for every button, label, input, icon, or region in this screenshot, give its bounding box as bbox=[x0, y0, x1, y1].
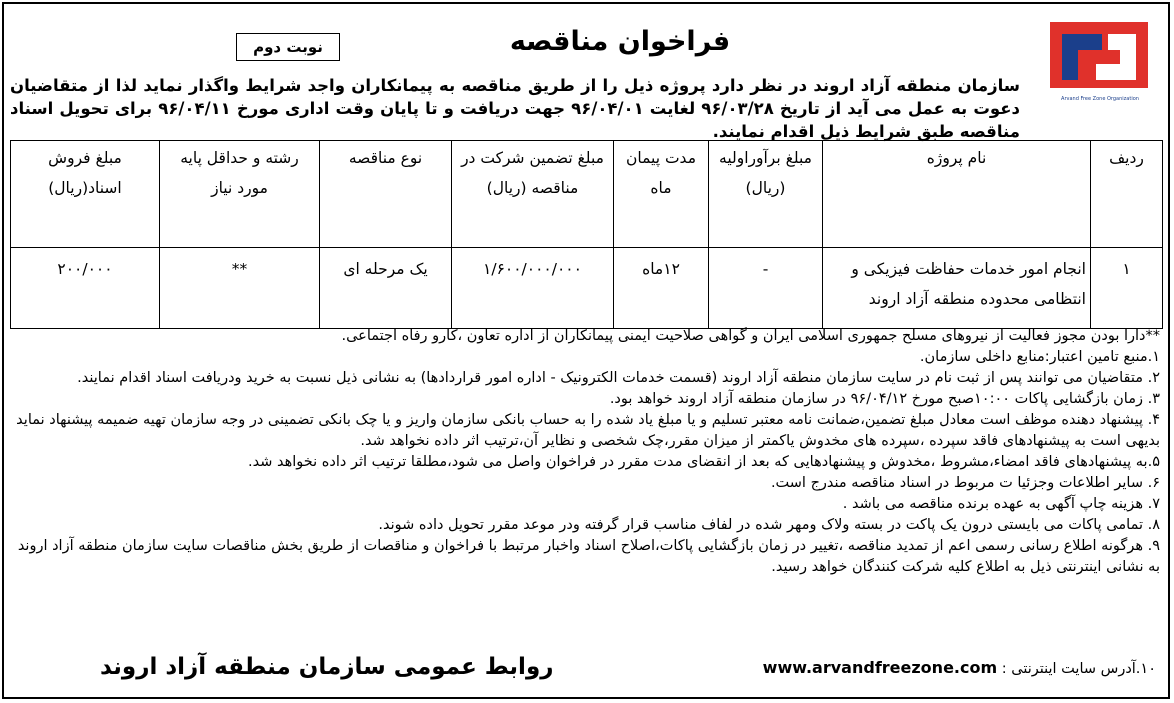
cell-estimate: - bbox=[709, 248, 823, 329]
cell-duration: ۱۲ماه bbox=[614, 248, 709, 329]
website-link[interactable]: www.arvandfreezone.com bbox=[762, 658, 998, 677]
note-item: ۳. زمان بازگشایی پاکات ۱۰:۰۰صبح مورخ ۹۶/۰۴/۱۲ در سازمان منطقه آزاد اروند خواهد بود. bbox=[609, 391, 1160, 407]
col-header-project-name: نام پروژه bbox=[823, 141, 1091, 248]
col-header-duration: مدت پیمان ماه bbox=[614, 141, 709, 248]
col-header-estimate: مبلغ برآوراولیه (ریال) bbox=[709, 141, 823, 248]
public-relations-signature: روابط عمومی سازمان منطقه آزاد اروند bbox=[100, 654, 554, 680]
note-item: ۴. پیشنهاد دهنده موظف است معادل مبلغ تضمین،ضمانت نامه معتبر تسلیم و یا مبلغ یاد شده را به حساب بانکی سازمان واریز و یا چک بانکی تضمینی در وجه سازمان تهیه ضمیمه پیشنهاد نماید بدیهی است به پیشنهادهای فاقد سپرده ،سپرده های مخدوش یاکمتر از میزان مقرر،چک شخصی و نظایر آن،ترتیب اثر داده نخواهد شد. bbox=[16, 412, 1160, 449]
cell-row-no: ۱ bbox=[1091, 248, 1163, 329]
note-item: ۶. سایر اطلاعات وجزئیا ت مربوط در اسناد مناقصه مندرج است. bbox=[770, 475, 1160, 491]
note-item: ۷. هزینه چاپ آگهی به عهده برنده مناقصه می باشد . bbox=[842, 496, 1160, 512]
cell-project-name: انجام امور خدمات حفاظت فیزیکی و انتظامی محدوده منطقه آزاد اروند bbox=[823, 248, 1091, 329]
col-header-row-no: ردیف bbox=[1091, 141, 1163, 248]
conditions-list bbox=[14, 326, 1160, 578]
round-badge: نوبت دوم bbox=[236, 33, 340, 61]
table-header-row bbox=[11, 141, 1163, 248]
note-item: ۹. هرگونه اطلاع رسانی رسمی اعم از تمدید مناقصه ،تغییر در زمان بازگشایی پاکات،اصلاح اسناد واخبار مرتبط با فراخوان و مناقصات از طریق بخش مناقصات سایت سازمان منطقه آزاد اروند به نشانی اینترنتی ذیل به اطلاع کلیه شرکت کنندگان خواهد رسید. bbox=[17, 538, 1160, 575]
table-row bbox=[11, 248, 1163, 329]
note-item: ۵.به پیشنهادهای فاقد امضاء،مشروط ،مخدوش و پیشنهادهایی که بعد از انقضای مدت مقرر در فراخوان واصل می شود،مطلقا ترتیب اثر داده نخواهد شد. bbox=[248, 454, 1160, 470]
cell-guarantee: ۱/۶۰۰/۰۰۰/۰۰۰ bbox=[452, 248, 614, 329]
page-title: فراخوان مناقصه bbox=[509, 26, 731, 57]
note-item: ۸. تمامی پاکات می بایستی درون یک پاکت در بسته ولاک ومهر شده در لفاف مناسب قرار گرفته ودر موعد مقرر تحویل داده شوند. bbox=[378, 517, 1160, 533]
col-header-tender-type: نوع مناقصه bbox=[320, 141, 452, 248]
website-label: ۱۰.آدرس سایت اینترنتی : bbox=[1001, 661, 1156, 677]
col-header-guarantee: مبلغ تضمین شرکت در مناقصه (ریال) bbox=[452, 141, 614, 248]
cell-field-grade: ** bbox=[160, 248, 320, 329]
note-item: ۱.منبع تامین اعتبار:منابع داخلی سازمان. bbox=[919, 349, 1160, 365]
website-line bbox=[763, 658, 1156, 677]
intro-paragraph: سازمان منطقه آزاد اروند در نظر دارد پروژه ذیل را از طریق مناقصه به پیمانکاران واجد شرایط واگذار نماید لذا از متقاضیان دعوت به عمل می آید از تاریخ ۹۶/۰۳/۲۸ لغایت ۹۶/۰۴/۰۱ جهت دریافت و تا پایان وقت اداری مورخ ۹۶/۰۴/۱۱ برای تحویل اسناد مناقصه طبق شرایط ذیل اقدام نمایند. bbox=[10, 76, 1021, 141]
tender-table bbox=[10, 140, 1163, 329]
cell-doc-price: ۲۰۰/۰۰۰ bbox=[11, 248, 160, 329]
col-header-doc-price: مبلغ فروش اسناد(ریال) bbox=[11, 141, 160, 248]
note-footnote: **دارا بودن مجوز فعالیت از نیروهای مسلح جمهوری اسلامی ایران و گواهی صلاحیت ایمنی پیمانکاران از اداره تعاون ،کارو رفاه اجتماعی. bbox=[341, 328, 1160, 344]
logo-caption: Arvand Free Zone Organization bbox=[1061, 96, 1139, 102]
note-item: ۲. متقاضیان می توانند پس از ثبت نام در سایت سازمان منطقه آزاد اروند (قسمت خدمات الکترونیک - اداره امور قراردادها) به نشانی ذیل نسبت به خرید ودریافت اسناد اقدام نمایند. bbox=[77, 370, 1160, 386]
col-header-field-grade: رشته و حداقل پایه مورد نیاز bbox=[160, 141, 320, 248]
cell-tender-type: یک مرحله ای bbox=[320, 248, 452, 329]
